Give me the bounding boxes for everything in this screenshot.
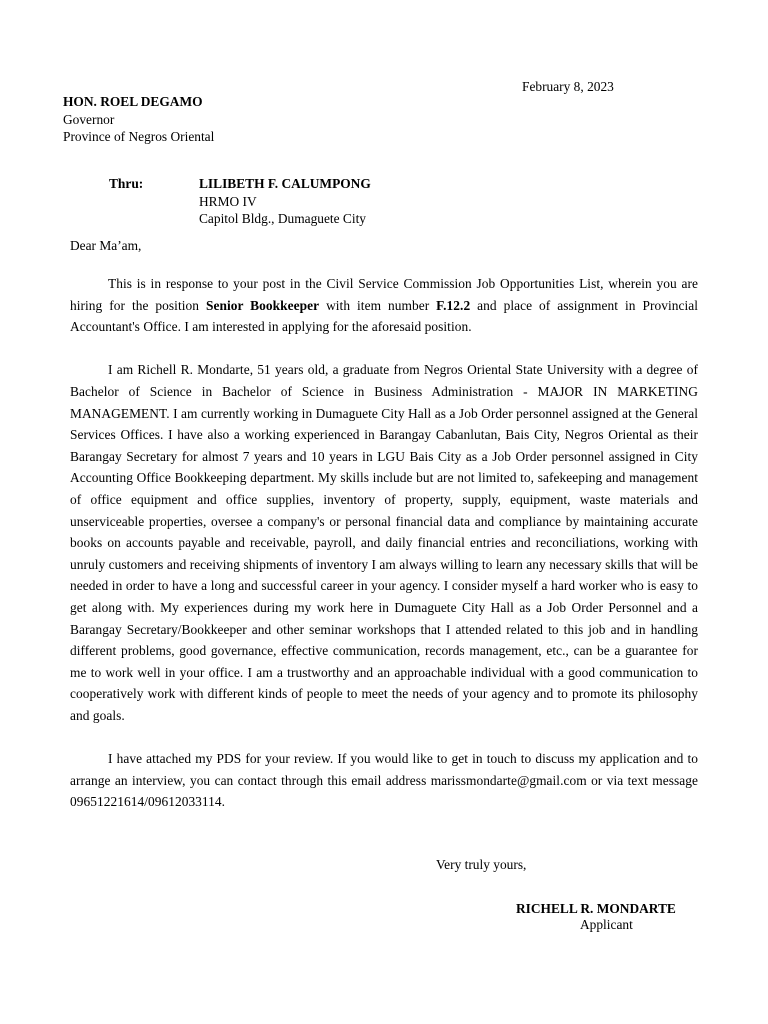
thru-block — [199, 175, 371, 228]
signatory-title: Applicant — [580, 917, 633, 932]
addressee-office: Province of Negros Oriental — [63, 129, 215, 144]
item-number: F.12.2 — [436, 297, 471, 313]
letter-date: February 8, 2023 — [522, 79, 614, 94]
thru-label: Thru: — [109, 176, 144, 191]
addressee-block — [63, 93, 214, 146]
addressee-name: HON. ROEL DEGAMO — [63, 94, 203, 109]
paragraph-1 — [70, 273, 698, 338]
signatory-name: RICHELL R. MONDARTE — [516, 901, 676, 916]
thru-name: LILIBETH F. CALUMPONG — [199, 176, 371, 191]
letter-body — [70, 273, 698, 813]
thru-address: Capitol Bldg., Dumaguete City — [199, 211, 366, 226]
addressee-title: Governor — [63, 111, 115, 127]
paragraph-1-text-c: and place of assignment in Provincial Accountant's Office. I am interested in applying for the aforesaid position. — [70, 297, 698, 335]
salutation: Dear Ma’am, — [70, 238, 142, 253]
paragraph-3: I have attached my PDS for your review. If you would like to get in touch to discuss my application and to arrange an interview, you can contact through this email address marissmondarte@gmail.com or via text message 09651221614/09612033114. — [70, 751, 698, 810]
paragraph-1-text-a: This is in response to your post in the Civil Service Commission Job Opportunities List, wherein you are hiring for the position — [70, 276, 698, 313]
thru-title: HRMO IV — [199, 193, 257, 209]
paragraph-2: I am Richell R. Mondarte, 51 years old, a graduate from Negros Oriental State University with a degree of Bachelor of Science in Bachelor of Science in Business Administration - MAJOR IN MARKETING MANAGEMENT. I am currently working in Dumaguete City Hall as a Job Order personnel assigned at the General Services Offices. I have also a working experienced in Barangay Cabanlutan, Bais City, Negros Oriental as their Barangay Secretary for almost 7 years and 10 years in LGU Bais City as a Job Order personnel assigned in City Accounting Office Bookkeeping department. My skills include but are not limited to, safekeeping and management of office equipment and office supplies, inventory of property, supply, equipment, waste materials and unserviceable properties, oversee a company's or personal financial data and compliance by maintaining accurate books on accounts payable and receivable, payroll, and daily financial entries and reconciliations, working with unruly customers and receiving shipments of inventory I am always willing to learn any necessary skills that will be needed in order to have a long and successful career in your agency. I consider myself a hard worker who is easy to get along with. My experiences during my work here in Dumaguete City Hall as a Job Order Personnel and a Barangay Secretary/Bookkeeper and other seminar workshops that I attended related to this job and in handling different problems, good governance, effective communication, records management, etc., can be a guarantee for me to work well in your office. I am a trustworthy and an approachable individual with a good communication to cooperatively work with different kinds of people to meet the needs of your agency and to promote its philosophy and goals. — [70, 362, 698, 723]
closing-line: Very truly yours, — [436, 857, 527, 872]
position-title: Senior Bookkeeper — [205, 297, 320, 313]
paragraph-1-text-b: with item number — [319, 297, 437, 313]
